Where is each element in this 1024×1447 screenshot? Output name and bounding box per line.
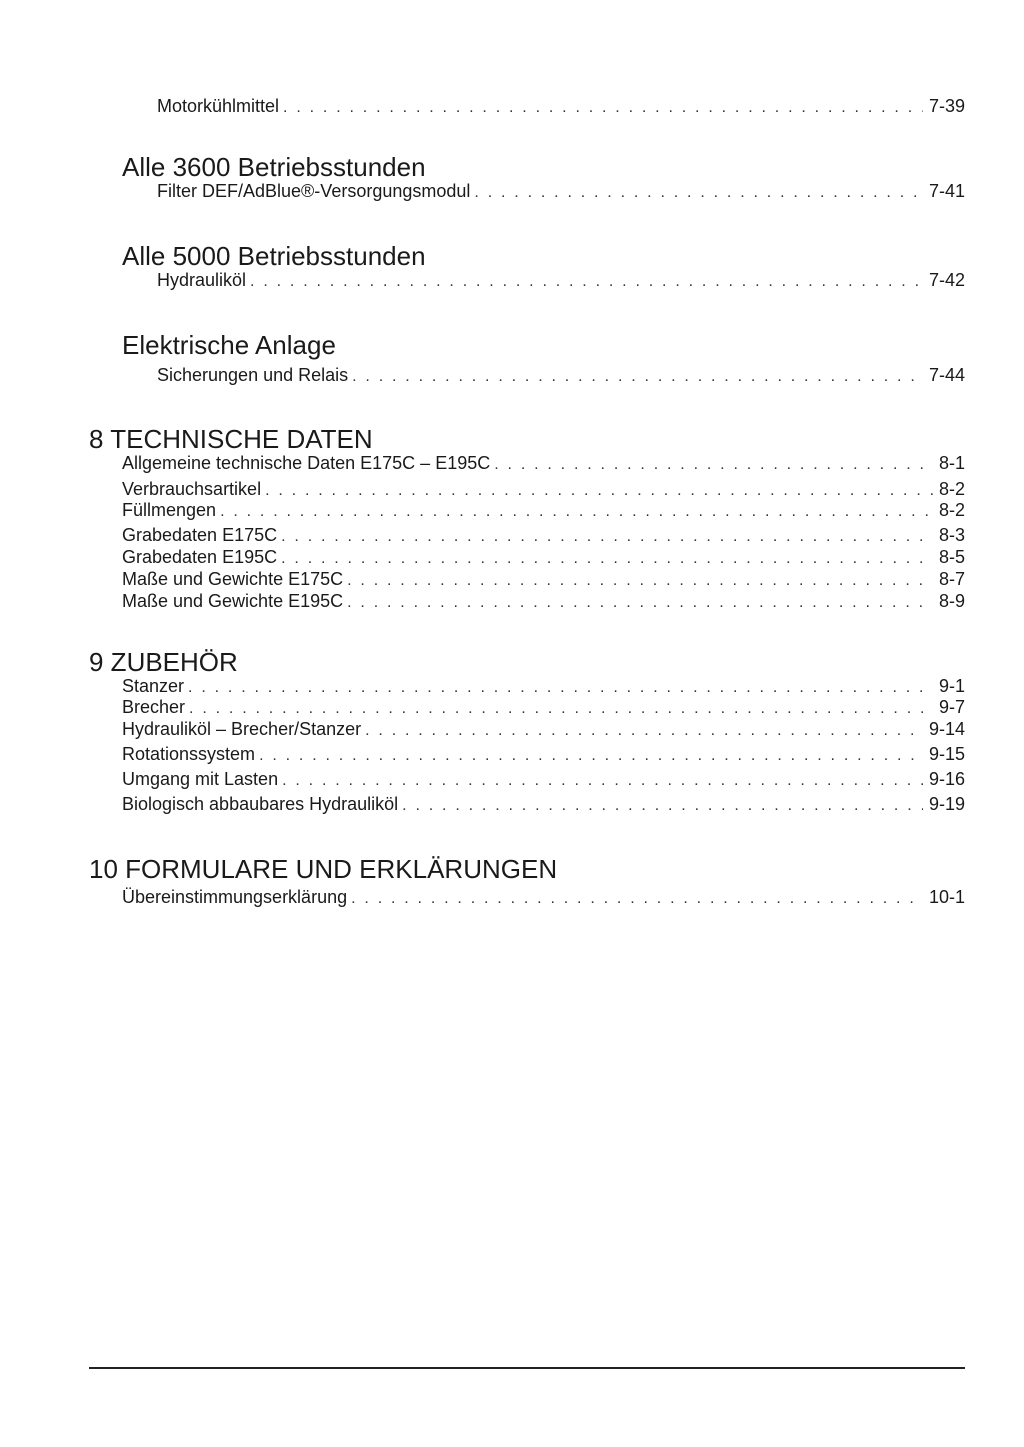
toc-entry[interactable]: [122, 793, 965, 817]
dot-leader: [250, 271, 923, 293]
toc-entry[interactable]: [122, 499, 965, 523]
toc-page-number: 7-41: [928, 181, 965, 201]
dot-leader: [474, 182, 923, 204]
toc-entry-label: Rotationssystem: [122, 744, 256, 764]
dot-leader: [494, 454, 933, 476]
toc-entry[interactable]: [122, 768, 965, 792]
chapter-heading-9: 9 ZUBEHÖR: [89, 647, 238, 677]
footer-divider: [89, 1367, 965, 1369]
section-heading-elektrik: Elektrische Anlage: [122, 330, 336, 360]
dot-leader: [281, 526, 933, 548]
toc-entry-label: Maße und Gewichte E195C: [122, 591, 344, 611]
toc-entry-sicherungen[interactable]: [157, 364, 965, 388]
toc-page-number: 7-42: [928, 270, 965, 290]
toc-page-number: 8-7: [938, 569, 965, 589]
toc-entry-label: Grabedaten E175C: [122, 525, 278, 545]
toc-entry[interactable]: [122, 590, 965, 614]
dot-leader: [347, 592, 933, 614]
toc-page-number: 7-39: [928, 96, 965, 116]
toc-entry-motorkuehlmittel[interactable]: [157, 95, 965, 119]
chapter-heading-10: 10 FORMULARE UND ERKLÄRUNGEN: [89, 854, 558, 884]
toc-entry[interactable]: [122, 452, 965, 476]
toc-entry-label: Stanzer: [122, 676, 185, 696]
toc-page-number: 10-1: [928, 887, 965, 907]
dot-leader: [189, 698, 933, 720]
toc-entry-def-filter[interactable]: [157, 180, 965, 204]
toc-page-number: 8-2: [938, 500, 965, 520]
toc-page-number: 9-16: [928, 769, 965, 789]
toc-entry-label: Hydrauliköl: [157, 270, 247, 290]
toc-entry-label: Sicherungen und Relais: [157, 365, 349, 385]
toc-entry-label: Filter DEF/AdBlue®-Versorgungsmodul: [157, 181, 471, 201]
dot-leader: [352, 366, 923, 388]
toc-page-number: 9-1: [938, 676, 965, 696]
toc-page-number: 8-3: [938, 525, 965, 545]
toc-entry[interactable]: [122, 524, 965, 548]
chapter-heading-8: 8 TECHNISCHE DATEN: [89, 424, 373, 454]
toc-page-number: 9-14: [928, 719, 965, 739]
toc-page-number: 9-19: [928, 794, 965, 814]
dot-leader: [351, 888, 923, 910]
toc-entry-label: Motorkühlmittel: [157, 96, 280, 116]
toc-entry-label: Übereinstimmungserklärung: [122, 887, 348, 907]
toc-entry-label: Biologisch abbaubares Hydrauliköl: [122, 794, 399, 814]
dot-leader: [347, 570, 933, 592]
dot-leader: [283, 97, 923, 119]
toc-entry-label: Füllmengen: [122, 500, 217, 520]
dot-leader: [220, 501, 933, 523]
toc-entry-label: Hydrauliköl – Brecher/Stanzer: [122, 719, 362, 739]
dot-leader: [259, 745, 923, 767]
toc-entry-hydraulikoel[interactable]: [157, 269, 965, 293]
toc-page-number: 7-44: [928, 365, 965, 385]
dot-leader: [282, 770, 923, 792]
toc-entry[interactable]: [122, 568, 965, 592]
toc-entry-label: Verbrauchsartikel: [122, 479, 262, 499]
dot-leader: [281, 548, 933, 570]
toc-entry-label: Allgemeine technische Daten E175C – E195C: [122, 453, 491, 473]
toc-page-number: 9-15: [928, 744, 965, 764]
toc-entry-label: Grabedaten E195C: [122, 547, 278, 567]
section-heading-5000: Alle 5000 Betriebsstunden: [122, 241, 426, 271]
toc-entry-label: Brecher: [122, 697, 186, 717]
toc-entry[interactable]: [122, 546, 965, 570]
toc-entry-label: Umgang mit Lasten: [122, 769, 279, 789]
toc-page-number: 8-9: [938, 591, 965, 611]
toc-page-number: 9-7: [938, 697, 965, 717]
toc-entry-label: Maße und Gewichte E175C: [122, 569, 344, 589]
toc-page-number: 8-2: [938, 479, 965, 499]
toc-page-number: 8-1: [938, 453, 965, 473]
toc-page-number: 8-5: [938, 547, 965, 567]
toc-entry[interactable]: [122, 696, 965, 720]
toc-entry[interactable]: [122, 718, 965, 742]
dot-leader: [365, 720, 923, 742]
toc-entry[interactable]: [122, 886, 965, 910]
toc-entry[interactable]: [122, 743, 965, 767]
dot-leader: [402, 795, 923, 817]
section-heading-3600: Alle 3600 Betriebsstunden: [122, 152, 426, 182]
